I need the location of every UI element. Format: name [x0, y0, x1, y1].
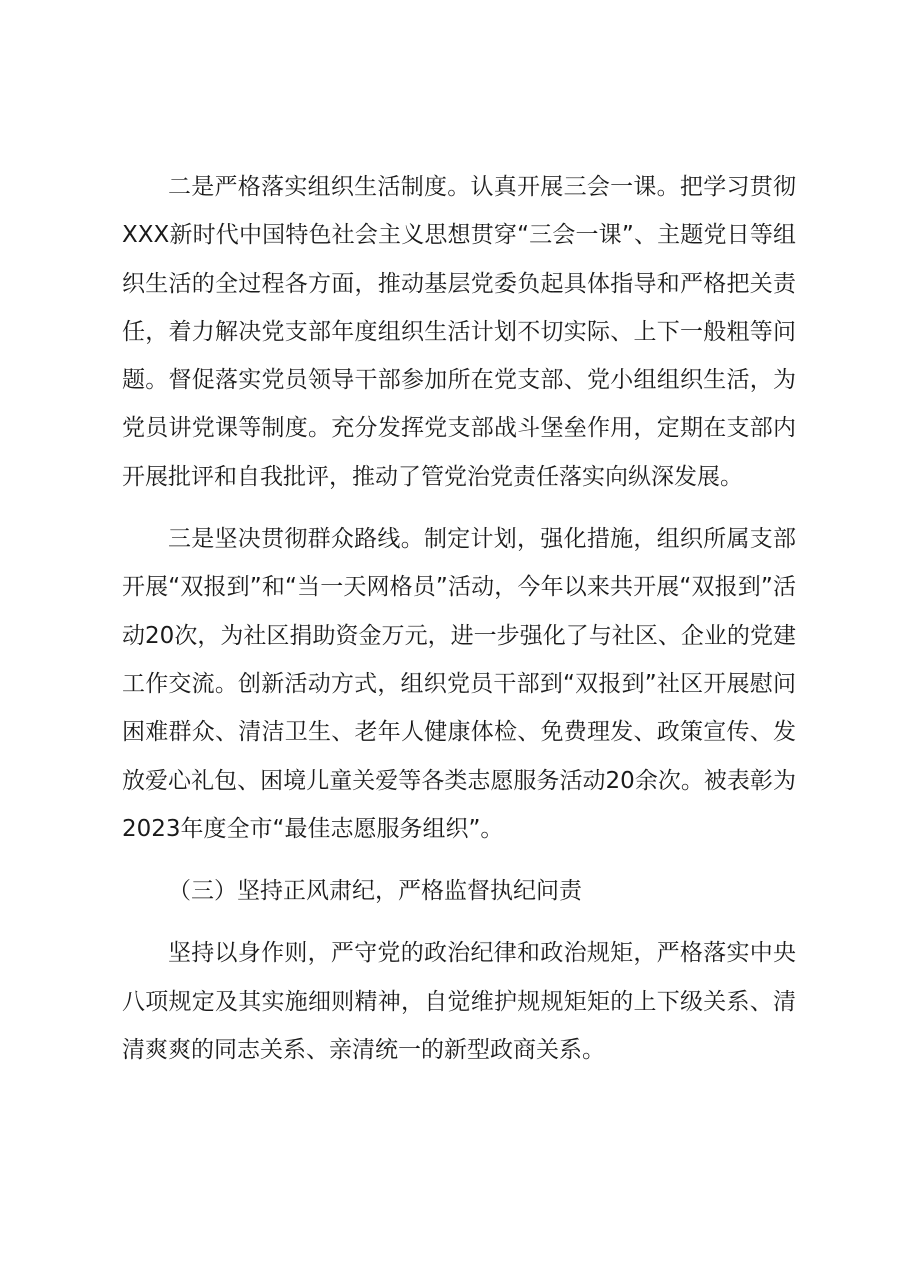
paragraph-discipline: 坚持以身作则，严守党的政治纪律和政治规矩，严格落实中央八项规定及其实施细则精神，自觉维护规规矩矩的上下级关系、清清爽爽的同志关系、亲清统一的新型政商关系。	[122, 940, 796, 1064]
document-body	[122, 163, 796, 1074]
section-heading: （三）坚持正风肃纪，严格监督执纪问责	[168, 878, 582, 905]
paragraph-mass-line: 三是坚决贯彻群众路线。制定计划，强化措施，组织所属支部开展“双报到”和“当一天网格员”活动，今年以来共开展“双报到”活动20次，为社区捐助资金万元，进一步强化了与社区、企业的党建工作交流。创新活动方式，组织党员干部到“双报到”社区开展慰问困难群众、清洁卫生、老年人健康体检、免费理发、政策宣传、发放爱心礼包、困境儿童关爱等各类志愿服务活动20余次。被表彰为2023年度全市“最佳志愿服务组织”。	[122, 526, 796, 842]
paragraph-organizational-life: 二是严格落实组织生活制度。认真开展三会一课。把学习贯彻XXX新时代中国特色社会主义思想贯穿“三会一课”、主题党日等组织生活的全过程各方面，推动基层党委负起具体指导和严格把关责任，着力解决党支部年度组织生活计划不切实际、上下一般粗等问题。督促落实党员领导干部参加所在党支部、党小组组织生活，为党员讲党课等制度。充分发挥党支部战斗堡垒作用，定期在支部内开展批评和自我批评，推动了管党治党责任落实向纵深发展。	[122, 174, 796, 490]
